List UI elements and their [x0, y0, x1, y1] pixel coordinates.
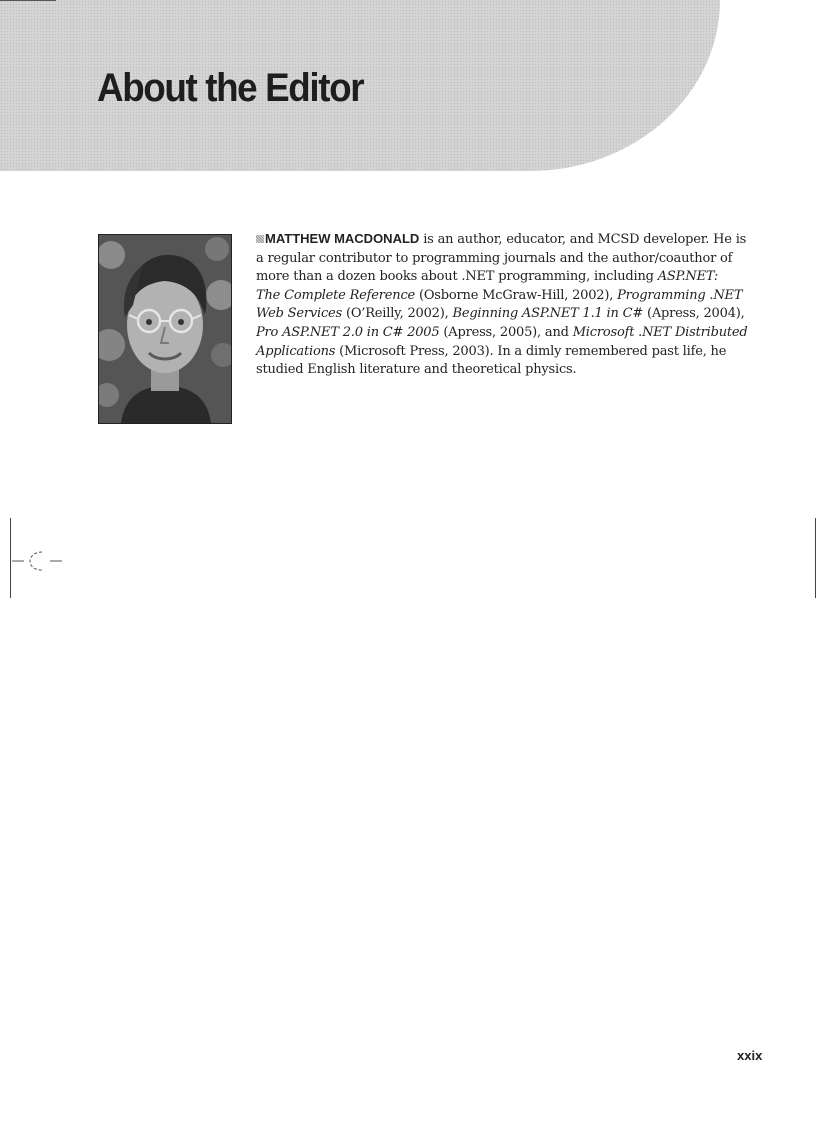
author-name: MATTHEW MACDONALD [265, 231, 420, 246]
bio-text: (Microsoft Press, 2003). In a dimly remembered past life, he [335, 343, 727, 359]
bio-line [256, 268, 726, 287]
registration-mark-icon [10, 548, 66, 574]
bio-text: studied English literature and theoretical physics. [256, 362, 577, 378]
book-title: Beginning ASP.NET 1.1 in C# [452, 306, 644, 322]
bio-line [256, 250, 733, 269]
editor-photo [98, 234, 232, 424]
portrait-image [99, 235, 231, 423]
bio-text: more than a dozen books about .NET programming, including [256, 269, 658, 285]
bio-line [256, 343, 726, 362]
bio-text: (Apress, 2005), and [439, 324, 573, 340]
corner-trim-mark [0, 0, 56, 1]
editor-bio [256, 230, 748, 380]
book-title: Microsoft .NET Distributed [572, 324, 748, 340]
bio-text: (Osborne McGraw-Hill, 2002), [415, 287, 618, 303]
bio-line [256, 287, 743, 306]
square-bullet-icon [256, 235, 264, 243]
bio-text: (O’Reilly, 2002), [342, 306, 453, 322]
bio-text: (Apress, 2004), [643, 306, 745, 322]
book-title: Applications [256, 343, 336, 359]
bio-line [256, 324, 748, 343]
book-title: Programming .NET [617, 287, 743, 303]
bio-line [256, 305, 745, 324]
book-title: Web Services [256, 306, 343, 322]
page-number: xxix [737, 1048, 763, 1063]
bio-line [256, 361, 726, 380]
bio-text: a regular contributor to programming journals and the author/coauthor of [256, 250, 733, 266]
page-title: About the Editor [97, 66, 364, 110]
book-title: Pro ASP.NET 2.0 in C# 2005 [256, 324, 440, 340]
bio-text: is an author, educator, and MCSD developer. He is [419, 232, 747, 247]
book-title: The Complete Reference [256, 287, 416, 303]
bio-line [256, 230, 747, 250]
book-title: ASP.NET: [657, 269, 719, 285]
